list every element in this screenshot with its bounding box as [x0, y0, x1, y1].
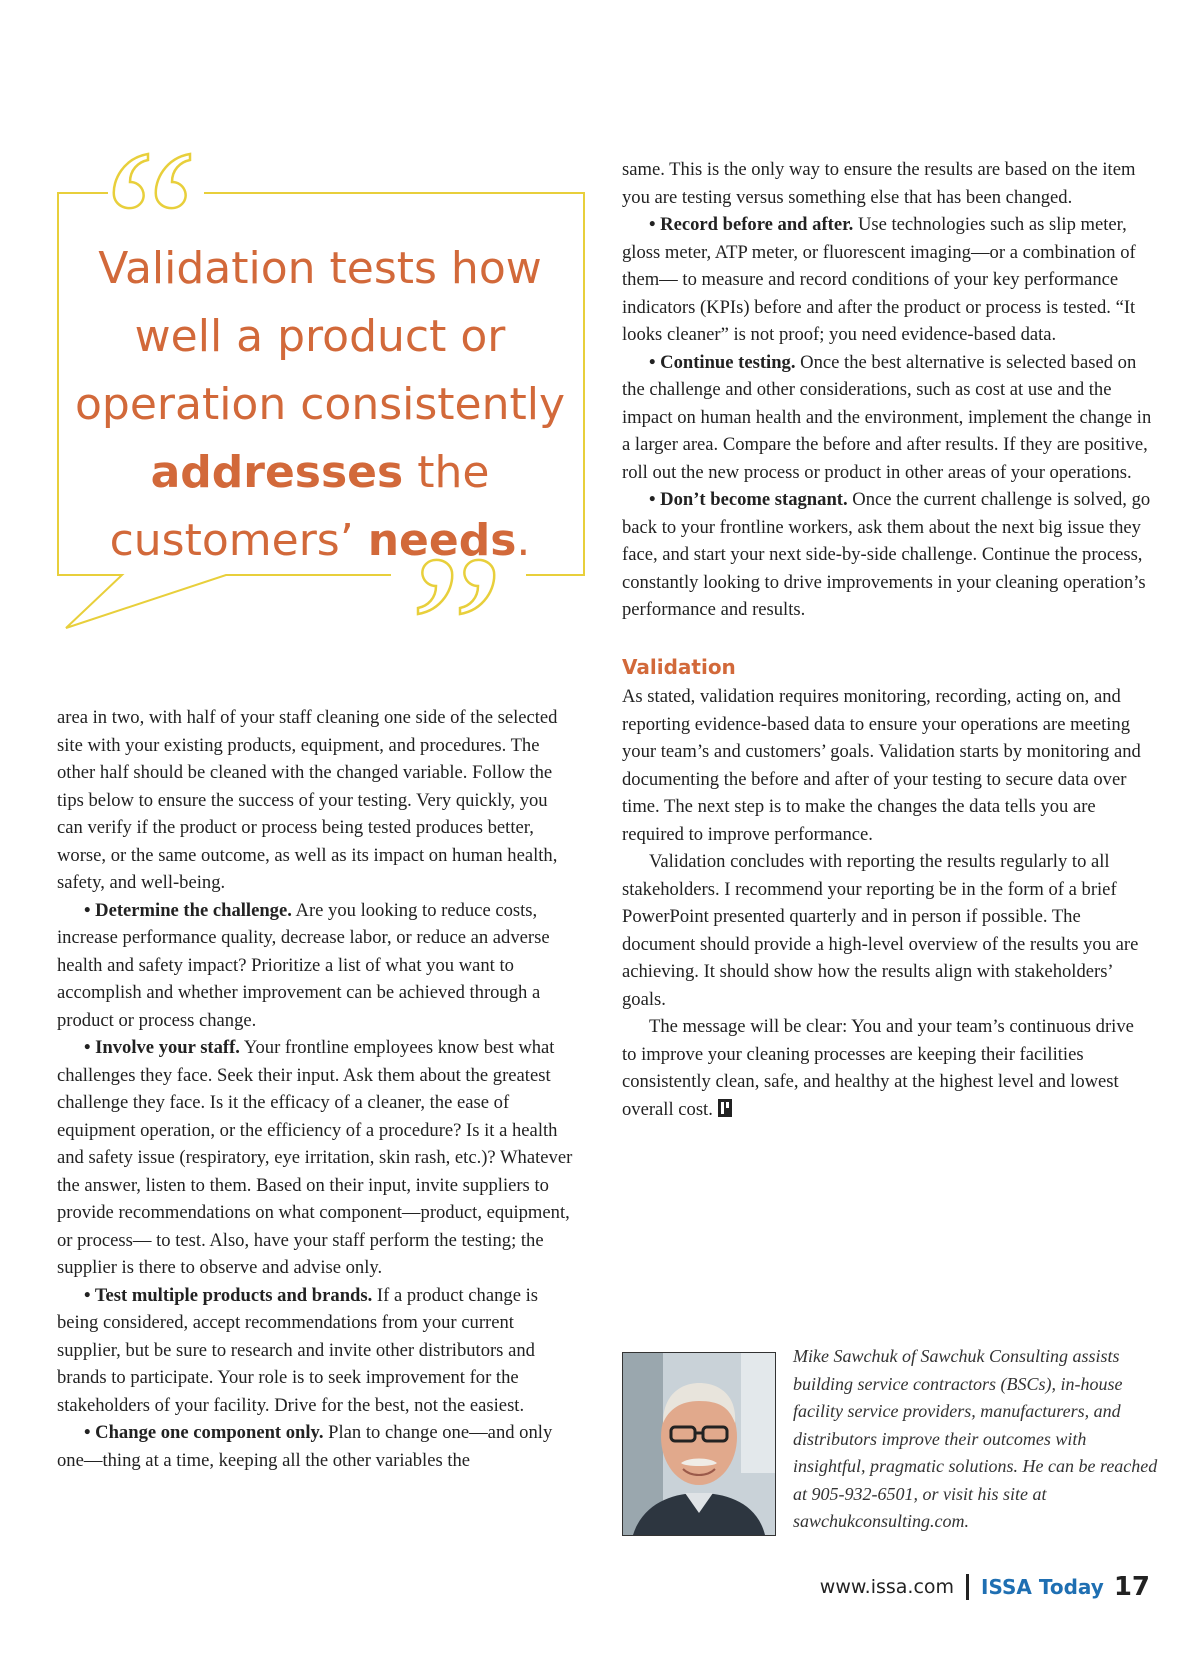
- end-mark-icon: [718, 1099, 732, 1117]
- bullet-text: Use technologies such as slip meter, gloss meter, ATP meter, or fluorescent imaging—or a combination of them— to measure and record conditions of your key performance indicators (KPIs) before and after the product or process is tested. “It looks cleaner” is not proof; you need evidence-based data.: [622, 214, 1136, 345]
- bullet-paragraph: [57, 1282, 575, 1420]
- pull-quote-line: well a product or: [134, 311, 506, 362]
- author-portrait-image: [623, 1353, 775, 1535]
- bullet-lead: • Test multiple products and brands.: [84, 1284, 373, 1306]
- pull-quote-line: [70, 507, 570, 575]
- bullet-paragraph: [622, 211, 1152, 349]
- body-paragraph: [622, 1013, 1152, 1123]
- pull-quote-fragment: the: [403, 447, 490, 498]
- bullet-paragraph: [57, 1419, 575, 1474]
- footer-divider: [966, 1574, 969, 1600]
- author-bio: Mike Sawchuk of Sawchuk Consulting assists building service contractors (BSCs), in-house facility service providers, manufacturers, and distributors improve their outcomes with insightful, pragmatic solutions. He can be reached at 905-932-6501, or visit his site at sawchukconsulting.com.: [793, 1346, 1158, 1531]
- page-footer: [820, 1572, 1150, 1602]
- bullet-paragraph: [622, 349, 1152, 487]
- right-column: [622, 156, 1152, 1123]
- magazine-name: ISSA Today: [981, 1575, 1104, 1599]
- bullet-lead: • Don’t become stagnant.: [649, 489, 848, 510]
- bullet-text: Are you looking to reduce costs, increase performance quality, decrease labor, or reduce an adverse health and safety impact? Prioritize a list of what you want to accomplish and whether improvement can be achieved through a product or process change.: [57, 899, 550, 1031]
- closing-paragraph-text: The message will be clear: You and your team’s continuous drive to improve your cleaning processes are keeping their facilities consistently clean, safe, and healthy at the highest level and lowest overall cost.: [622, 1016, 1134, 1120]
- open-quote-icon: [114, 154, 190, 208]
- pull-quote-fragment: customers’: [109, 515, 368, 566]
- bullet-lead: • Determine the challenge.: [84, 899, 292, 921]
- pull-quote-emphasis: addresses: [150, 447, 404, 498]
- bullet-lead: • Continue testing.: [649, 351, 796, 373]
- bullet-text: Plan to change one—and only one—thing at a time, keeping all the other variables the: [57, 1422, 553, 1471]
- bullet-lead: • Involve your staff.: [84, 1037, 240, 1058]
- bullet-paragraph: [622, 486, 1152, 624]
- left-column: [57, 704, 575, 1474]
- section-heading: Validation: [622, 654, 736, 679]
- pull-quote-line: [70, 439, 570, 507]
- pull-quote-text: [70, 235, 570, 575]
- bullet-paragraph: [57, 1034, 575, 1282]
- bullet-text: Once the best alternative is selected based on the challenge and other considerations, such as cost at use and the impact on human health and the environment, implement the change in a larger area. Compare the before and after results. If they are positive, roll out the new process or product in other areas of your operations.: [622, 351, 1152, 483]
- pull-quote-fragment: .: [516, 515, 531, 566]
- body-paragraph: Validation concludes with reporting the results regularly to all stakeholders. I recommend your reporting be in the form of a brief PowerPoint presented quarterly and in person if possible. The document should provide a high-level overview of the results you are achieving. It should show how the results align with stakeholders’ goals.: [622, 851, 1139, 1010]
- bullet-text: If a product change is being considered, accept recommendations from your current supplier, but be sure to research and invite other distributors and brands to participate. Your role is to seek improvement for the stakeholders of your facility. Drive for the best, not the easiest.: [57, 1284, 538, 1416]
- pull-quote-line: Validation tests how: [98, 243, 542, 294]
- bullet-lead: • Record before and after.: [649, 214, 854, 235]
- body-paragraph: area in two, with half of your staff cleaning one side of the selected site with your existing products, equipment, and procedures. The other half should be cleaned with the changed variable. Follow the tips below to ensure the success of your testing. Very quickly, you can verify if the product or process being tested produces better, worse, or the same outcome, as well as its impact on human health, safety, and well-being.: [57, 707, 558, 893]
- bullet-lead: • Change one component only.: [84, 1422, 324, 1443]
- bullet-text: Your frontline employees know best what challenges they face. Seek their input. Ask them about the greatest challenge they face. Is it the efficacy of a cleaner, the ease of equipment operation, or the efficiency of a procedure? Is it a health and safety issue (respiratory, eye irritation, skin rash, etc.)? Whatever the answer, listen to them. Based on their input, invite suppliers to provide recommendations on what component—product, equipment, or process— to test. Also, have your staff perform the testing; the supplier is there to observe and advise only.: [57, 1037, 573, 1278]
- bullet-paragraph: [57, 897, 575, 1035]
- author-photo: [622, 1352, 776, 1536]
- body-paragraph: same. This is the only way to ensure the results are based on the item you are testing versus something else that has been changed.: [622, 159, 1136, 208]
- footer-url[interactable]: www.issa.com: [819, 1576, 955, 1598]
- pull-quote-line: operation consistently: [74, 379, 566, 430]
- bullet-text: Once the current challenge is solved, go back to your frontline workers, ask them about the next big issue they face, and start your next side-by-side challenge. Continue the process, constantly looking to drive improvements in your cleaning operation’s performance and results.: [622, 489, 1151, 620]
- body-paragraph: As stated, validation requires monitoring, recording, acting on, and reporting evidence-based data to ensure your operations are meeting your team’s and customers’ goals. Validation starts by monitoring and documenting the before and after of your testing to secure data over time. The next step is to make the changes the data tells you are required to improve performance.: [622, 686, 1141, 845]
- pull-quote-emphasis: needs: [367, 515, 517, 566]
- page-number: 17: [1113, 1572, 1150, 1602]
